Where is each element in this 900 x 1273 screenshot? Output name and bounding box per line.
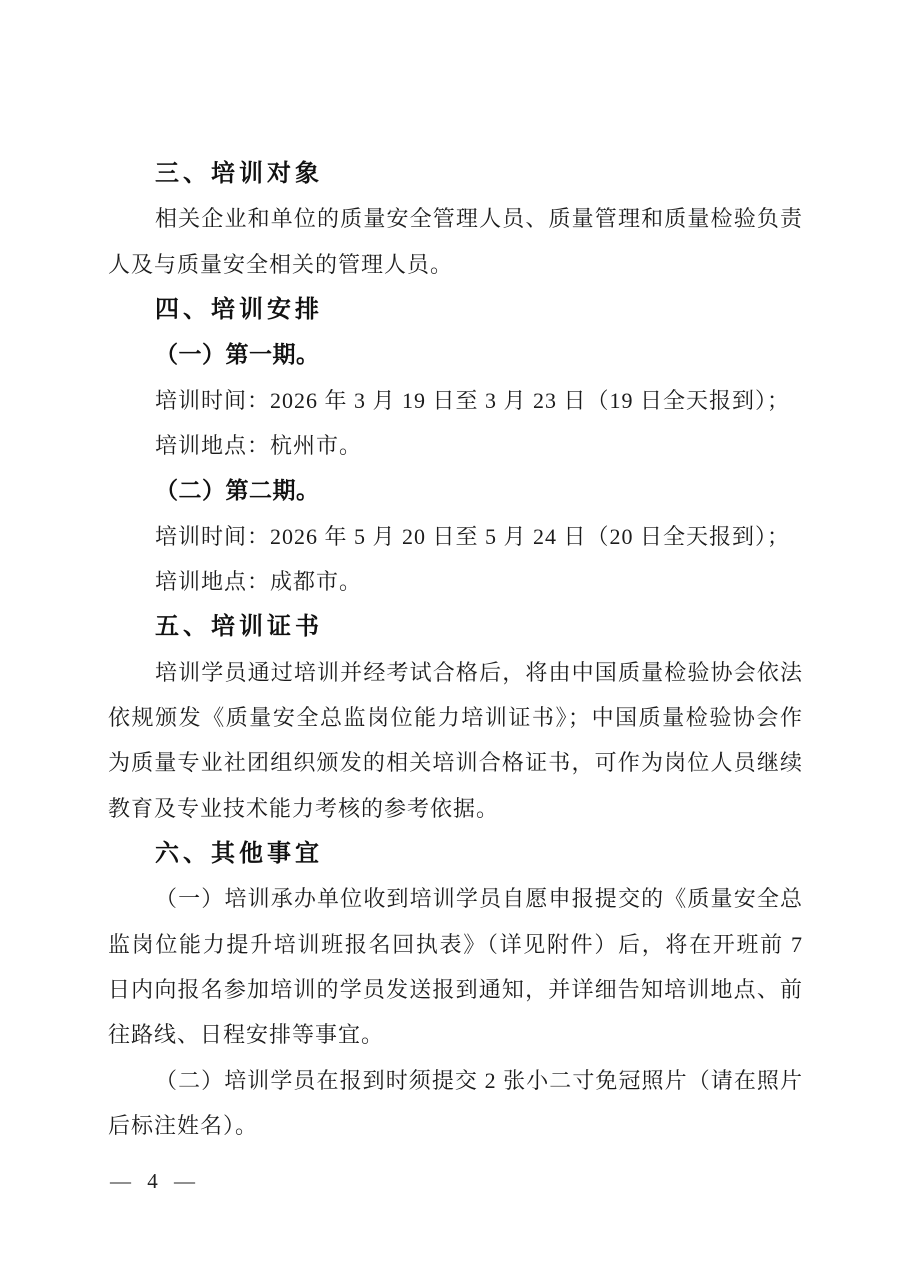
text-line: 后标注姓名）。 bbox=[108, 1112, 259, 1138]
sub-heading: （一）第一期。 bbox=[155, 342, 320, 368]
section-heading: 三、培训对象 bbox=[155, 160, 323, 187]
text-line: 日内向报名参加培训的学员发送报到通知，并详细告知培训地点、前 bbox=[108, 976, 803, 1002]
text-line: 依规颁发《质量安全总监岗位能力培训证书》；中国质量检验协会作 bbox=[108, 704, 803, 730]
text-line: （二）培训学员在报到时须提交 2 张小二寸免冠照片（请在照片 bbox=[155, 1067, 803, 1093]
text-line: 往路线、日程安排等事宜。 bbox=[108, 1022, 385, 1048]
text-line: 培训时间：2026 年 5 月 20 日至 5 月 24 日（20 日全天报到）； bbox=[155, 523, 791, 549]
text-line: 相关企业和单位的质量安全管理人员、质量管理和质量检验负责 bbox=[155, 206, 803, 232]
text-line: 教育及专业技术能力考核的参考依据。 bbox=[108, 795, 500, 821]
text-line: 为质量专业社团组织颁发的相关培训合格证书，可作为岗位人员继续 bbox=[108, 750, 803, 776]
text-line: 培训地点：杭州市。 bbox=[155, 432, 363, 458]
section-heading: 五、培训证书 bbox=[155, 613, 323, 641]
document-body bbox=[108, 151, 803, 1148]
text-line: （一）培训承办单位收到培训学员自愿申报提交的《质量安全总 bbox=[155, 886, 803, 912]
text-line: 培训地点：成都市。 bbox=[155, 568, 363, 594]
sub-heading: （二）第二期。 bbox=[155, 478, 320, 504]
text-line: 监岗位能力提升培训班报名回执表》（详见附件）后，将在开班前 7 bbox=[108, 931, 803, 957]
text-line: 人及与质量安全相关的管理人员。 bbox=[108, 251, 454, 277]
text-line: 培训时间：2026 年 3 月 19 日至 3 月 23 日（19 日全天报到）； bbox=[155, 387, 791, 413]
section-heading: 四、培训安排 bbox=[155, 295, 323, 323]
page-number: — 4 — bbox=[110, 1169, 197, 1193]
section-heading: 六、其他事宜 bbox=[155, 839, 323, 867]
text-line: 培训学员通过培训并经考试合格后，将由中国质量检验协会依法 bbox=[155, 659, 803, 685]
